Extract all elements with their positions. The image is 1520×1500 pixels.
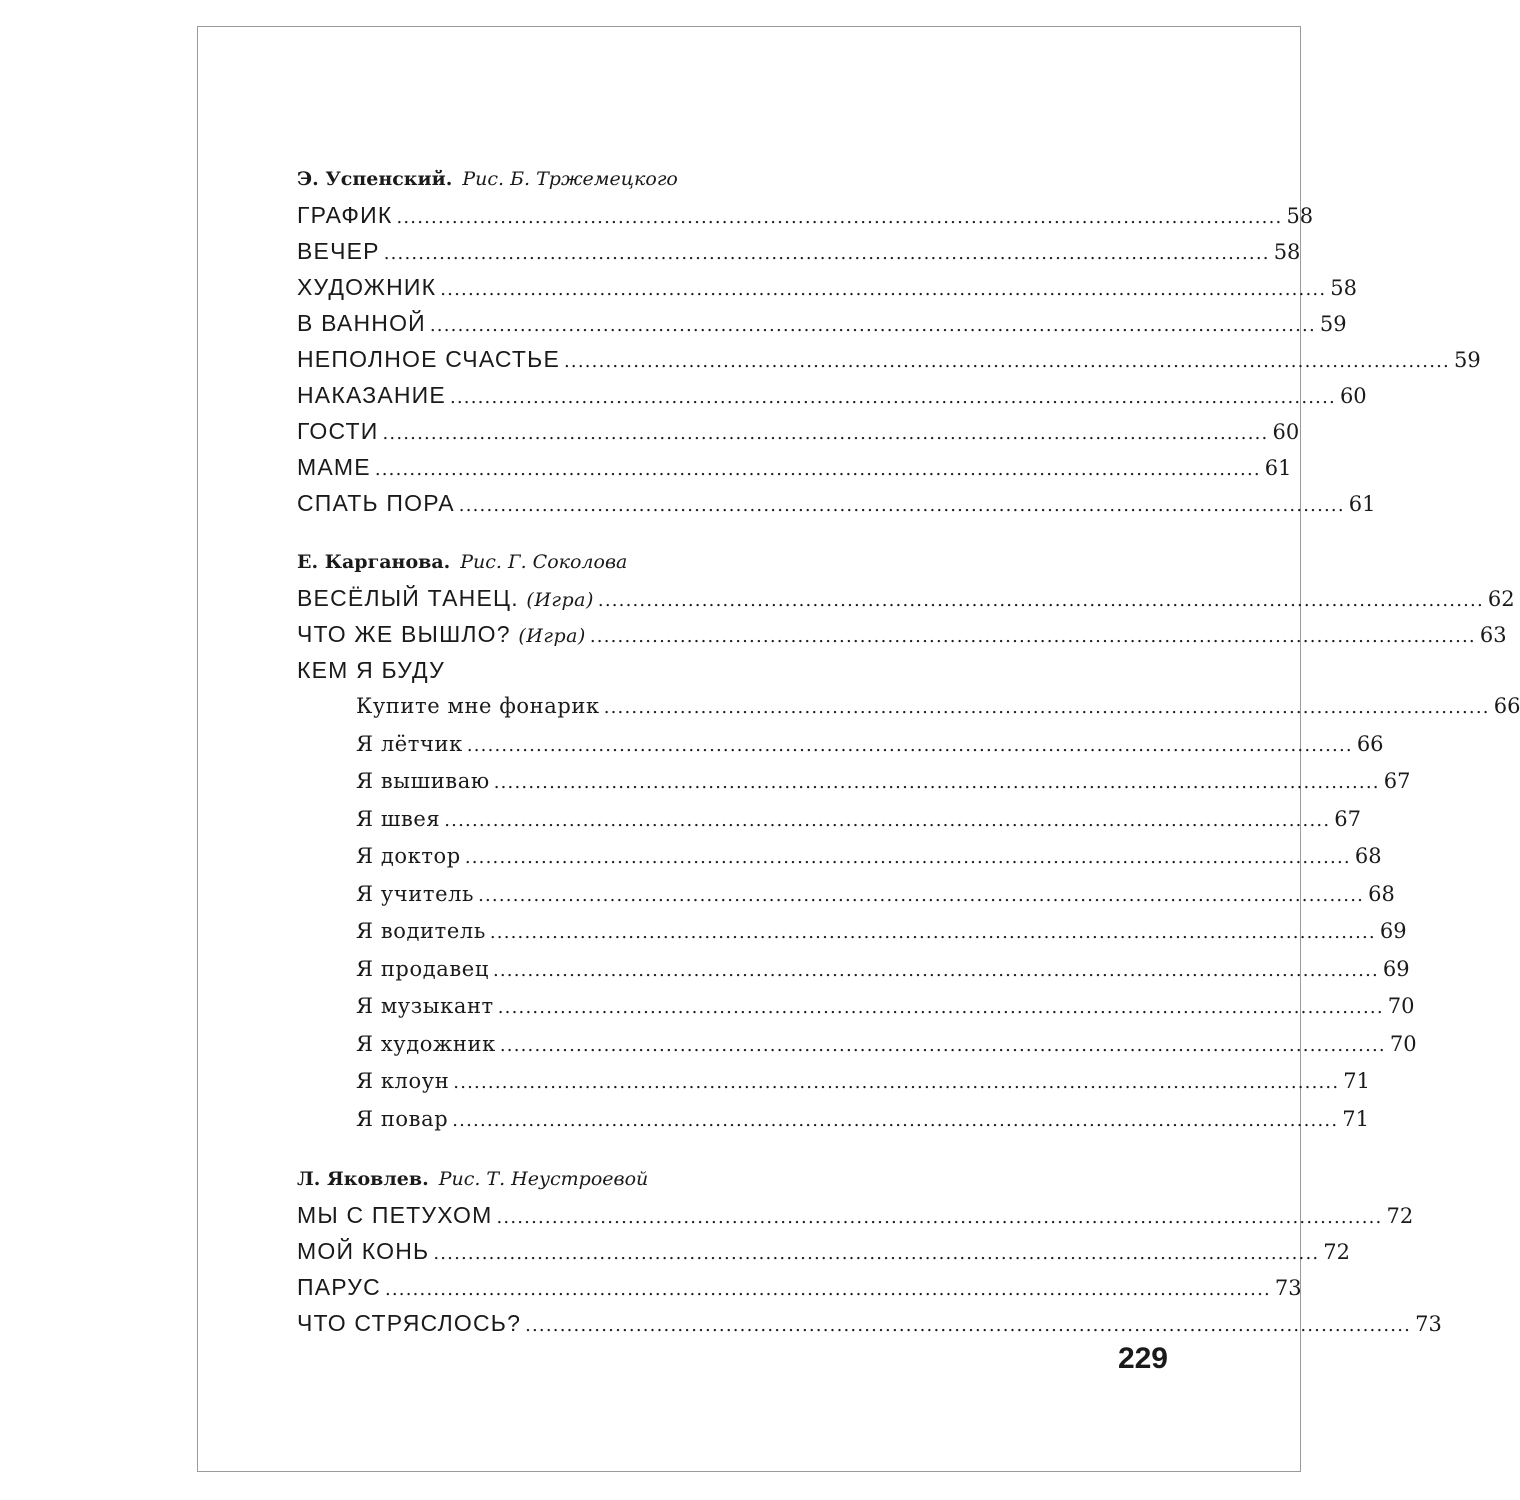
dot-leader: ................................................................................................................................	[496, 1207, 1383, 1228]
entry-page-number: 73	[1415, 1312, 1442, 1336]
subentry-title: Я клоун	[356, 1069, 450, 1093]
author-name: Л. Яковлев.	[297, 1168, 429, 1190]
toc-entry[interactable]	[297, 580, 1515, 616]
dot-leader: ................................................................................................................................	[478, 884, 1365, 906]
dot-leader: ................................................................................................................................	[497, 997, 1384, 1018]
dot-leader: ................................................................................................................................	[603, 697, 1490, 718]
toc-entry[interactable]	[297, 197, 1314, 233]
entry-title: НЕПОЛНОЕ СЧАСТЬЕ	[297, 346, 560, 372]
toc-subentry[interactable]	[297, 913, 1407, 951]
entry-title: ЧТО СТРЯСЛОСЬ?	[297, 1310, 522, 1336]
entry-title: ГРАФИК	[297, 202, 393, 228]
entry-page-number: 70	[1389, 1031, 1417, 1056]
subentry-title: Я музыкант	[356, 994, 494, 1018]
entry-page-number: 66	[1356, 731, 1384, 756]
entry-page-number: 70	[1387, 994, 1415, 1018]
dot-leader: ................................................................................................................................	[464, 847, 1351, 868]
entry-title: МОЙ КОНЬ	[297, 1238, 430, 1264]
toc-entry[interactable]	[297, 1305, 1442, 1341]
toc-entry[interactable]	[297, 1233, 1351, 1269]
entry-note: (Игра)	[526, 589, 594, 611]
entry-title: В ВАННОЙ	[297, 310, 426, 336]
table-of-contents	[297, 161, 1520, 1341]
entry-title: МЫ С ПЕТУХОМ	[297, 1202, 493, 1228]
entry-page-number: 59	[1453, 348, 1481, 372]
dot-leader: ................................................................................................................................	[382, 423, 1269, 444]
dot-leader: ................................................................................................................................	[396, 207, 1283, 228]
toc-subentry[interactable]	[297, 876, 1395, 914]
toc-subentry[interactable]	[297, 1063, 1371, 1101]
entry-page-number: 61	[1348, 492, 1376, 516]
toc-group-heading[interactable]	[297, 652, 1159, 688]
toc-entry[interactable]	[297, 449, 1292, 485]
dot-leader: ................................................................................................................................	[563, 351, 1450, 372]
entry-page-number: 71	[1342, 1106, 1369, 1131]
dot-leader: ................................................................................................................................	[492, 959, 1379, 981]
entry-title	[297, 580, 594, 618]
toc-subentry[interactable]	[297, 988, 1415, 1026]
section-author-heading	[297, 544, 1159, 580]
section-gap	[297, 521, 1159, 544]
entry-page-number: 68	[1368, 881, 1395, 906]
entry-page-number: 63	[1479, 623, 1507, 647]
entry-title-text: ВЕСЁЛЫЙ ТАНЕЦ.	[297, 585, 519, 611]
toc-entry[interactable]	[297, 269, 1357, 305]
toc-subentry[interactable]	[297, 726, 1384, 764]
toc-entry[interactable]	[297, 616, 1507, 652]
entry-page-number: 72	[1323, 1240, 1351, 1264]
dot-leader: ................................................................................................................................	[433, 1243, 1320, 1264]
entry-page-number: 62	[1487, 587, 1515, 611]
entry-title: ПАРУС	[297, 1274, 381, 1300]
entry-page-number: 71	[1343, 1069, 1371, 1093]
page-number-folio: 229	[1117, 1342, 1168, 1375]
entry-page-number: 58	[1330, 276, 1357, 300]
subentry-title: Я продавец	[356, 956, 489, 981]
book-page	[197, 26, 1520, 1472]
toc-entry[interactable]	[297, 377, 1367, 413]
entry-title: ХУДОЖНИК	[297, 274, 437, 300]
section-author-heading	[297, 161, 1159, 197]
subentry-title: Купите мне фонарик	[356, 694, 600, 718]
entry-title-text: ЧТО ЖЕ ВЫШЛО?	[297, 621, 511, 647]
entry-page-number: 73	[1274, 1276, 1302, 1300]
toc-entry[interactable]	[297, 485, 1376, 521]
toc-entry[interactable]	[297, 413, 1300, 449]
toc-entry[interactable]	[297, 341, 1481, 377]
toc-subentry[interactable]	[297, 838, 1382, 876]
dot-leader: ................................................................................................................................	[489, 922, 1376, 943]
dot-leader: ................................................................................................................................	[374, 459, 1261, 480]
section-gap	[297, 1138, 1159, 1161]
entry-page-number: 60	[1339, 384, 1367, 408]
dot-leader: ................................................................................................................................	[493, 772, 1380, 793]
subentry-title: Я доктор	[356, 844, 461, 868]
subentry-title: Я повар	[356, 1106, 449, 1131]
entry-page-number: 60	[1272, 420, 1300, 444]
dot-leader: ................................................................................................................................	[453, 1072, 1340, 1093]
subentry-title: Я вышиваю	[356, 769, 490, 793]
dot-leader: ................................................................................................................................	[383, 243, 1270, 264]
illustrator-credit: Рис. Г. Соколова	[460, 551, 628, 573]
toc-entry[interactable]	[297, 1269, 1302, 1305]
entry-page-number: 72	[1386, 1204, 1414, 1228]
dot-leader: ................................................................................................................................	[466, 734, 1353, 756]
illustrator-credit: Рис. Б. Тржемецкого	[462, 168, 678, 190]
dot-leader: ................................................................................................................................	[449, 387, 1336, 408]
entry-title: МАМЕ	[297, 454, 371, 480]
entry-page-number: 61	[1264, 456, 1292, 480]
toc-subentry[interactable]	[297, 763, 1411, 801]
entry-title: ГОСТИ	[297, 418, 379, 444]
toc-entry[interactable]	[297, 1197, 1414, 1233]
entry-page-number: 59	[1319, 312, 1347, 336]
subentry-title: Я лётчик	[356, 731, 463, 756]
entry-page-number: 58	[1273, 240, 1301, 264]
entry-page-number: 69	[1379, 919, 1407, 943]
entry-title	[297, 616, 586, 654]
toc-subentry[interactable]	[297, 1026, 1417, 1064]
entry-page-number: 67	[1383, 769, 1411, 793]
entry-title: СПАТЬ ПОРА	[297, 490, 455, 516]
author-name: Е. Карганова.	[297, 551, 451, 573]
entry-page-number: 66	[1493, 694, 1520, 718]
dot-leader: ................................................................................................................................	[444, 809, 1331, 831]
subentry-title: Я учитель	[356, 881, 475, 906]
section-author-heading	[297, 1161, 1159, 1197]
entry-title: НАКАЗАНИЕ	[297, 382, 446, 408]
dot-leader: ................................................................................................................................	[589, 626, 1476, 647]
subentry-title: Я швея	[356, 806, 441, 831]
toc-entry[interactable]	[297, 305, 1347, 341]
entry-page-number: 69	[1382, 956, 1410, 981]
dot-leader: ................................................................................................................................	[458, 495, 1345, 516]
toc-entry[interactable]	[297, 233, 1301, 269]
dot-leader: ................................................................................................................................	[499, 1034, 1386, 1056]
entry-page-number: 67	[1334, 806, 1361, 831]
subentry-title: Я художник	[356, 1031, 496, 1056]
illustrator-credit: Рис. Т. Неустроевой	[438, 1168, 649, 1190]
dot-leader: ................................................................................................................................	[384, 1279, 1271, 1300]
dot-leader: ................................................................................................................................	[452, 1109, 1339, 1131]
toc-subentry[interactable]	[297, 1101, 1369, 1139]
toc-subentry[interactable]	[297, 801, 1361, 839]
toc-subentry[interactable]	[297, 951, 1410, 989]
author-name: Э. Успенский.	[297, 168, 453, 190]
dot-leader: ................................................................................................................................	[597, 590, 1484, 611]
toc-subentry[interactable]	[297, 688, 1520, 726]
entry-note: (Игра)	[518, 625, 586, 647]
dot-leader: ................................................................................................................................	[429, 315, 1316, 336]
dot-leader: ................................................................................................................................	[440, 279, 1327, 300]
entry-page-number: 58	[1286, 204, 1314, 228]
entry-page-number: 68	[1354, 844, 1382, 868]
group-title: КЕМ Я БУДУ	[297, 657, 445, 683]
entry-title: ВЕЧЕР	[297, 238, 380, 264]
dot-leader: ................................................................................................................................	[525, 1315, 1412, 1336]
subentry-title: Я водитель	[356, 919, 486, 943]
